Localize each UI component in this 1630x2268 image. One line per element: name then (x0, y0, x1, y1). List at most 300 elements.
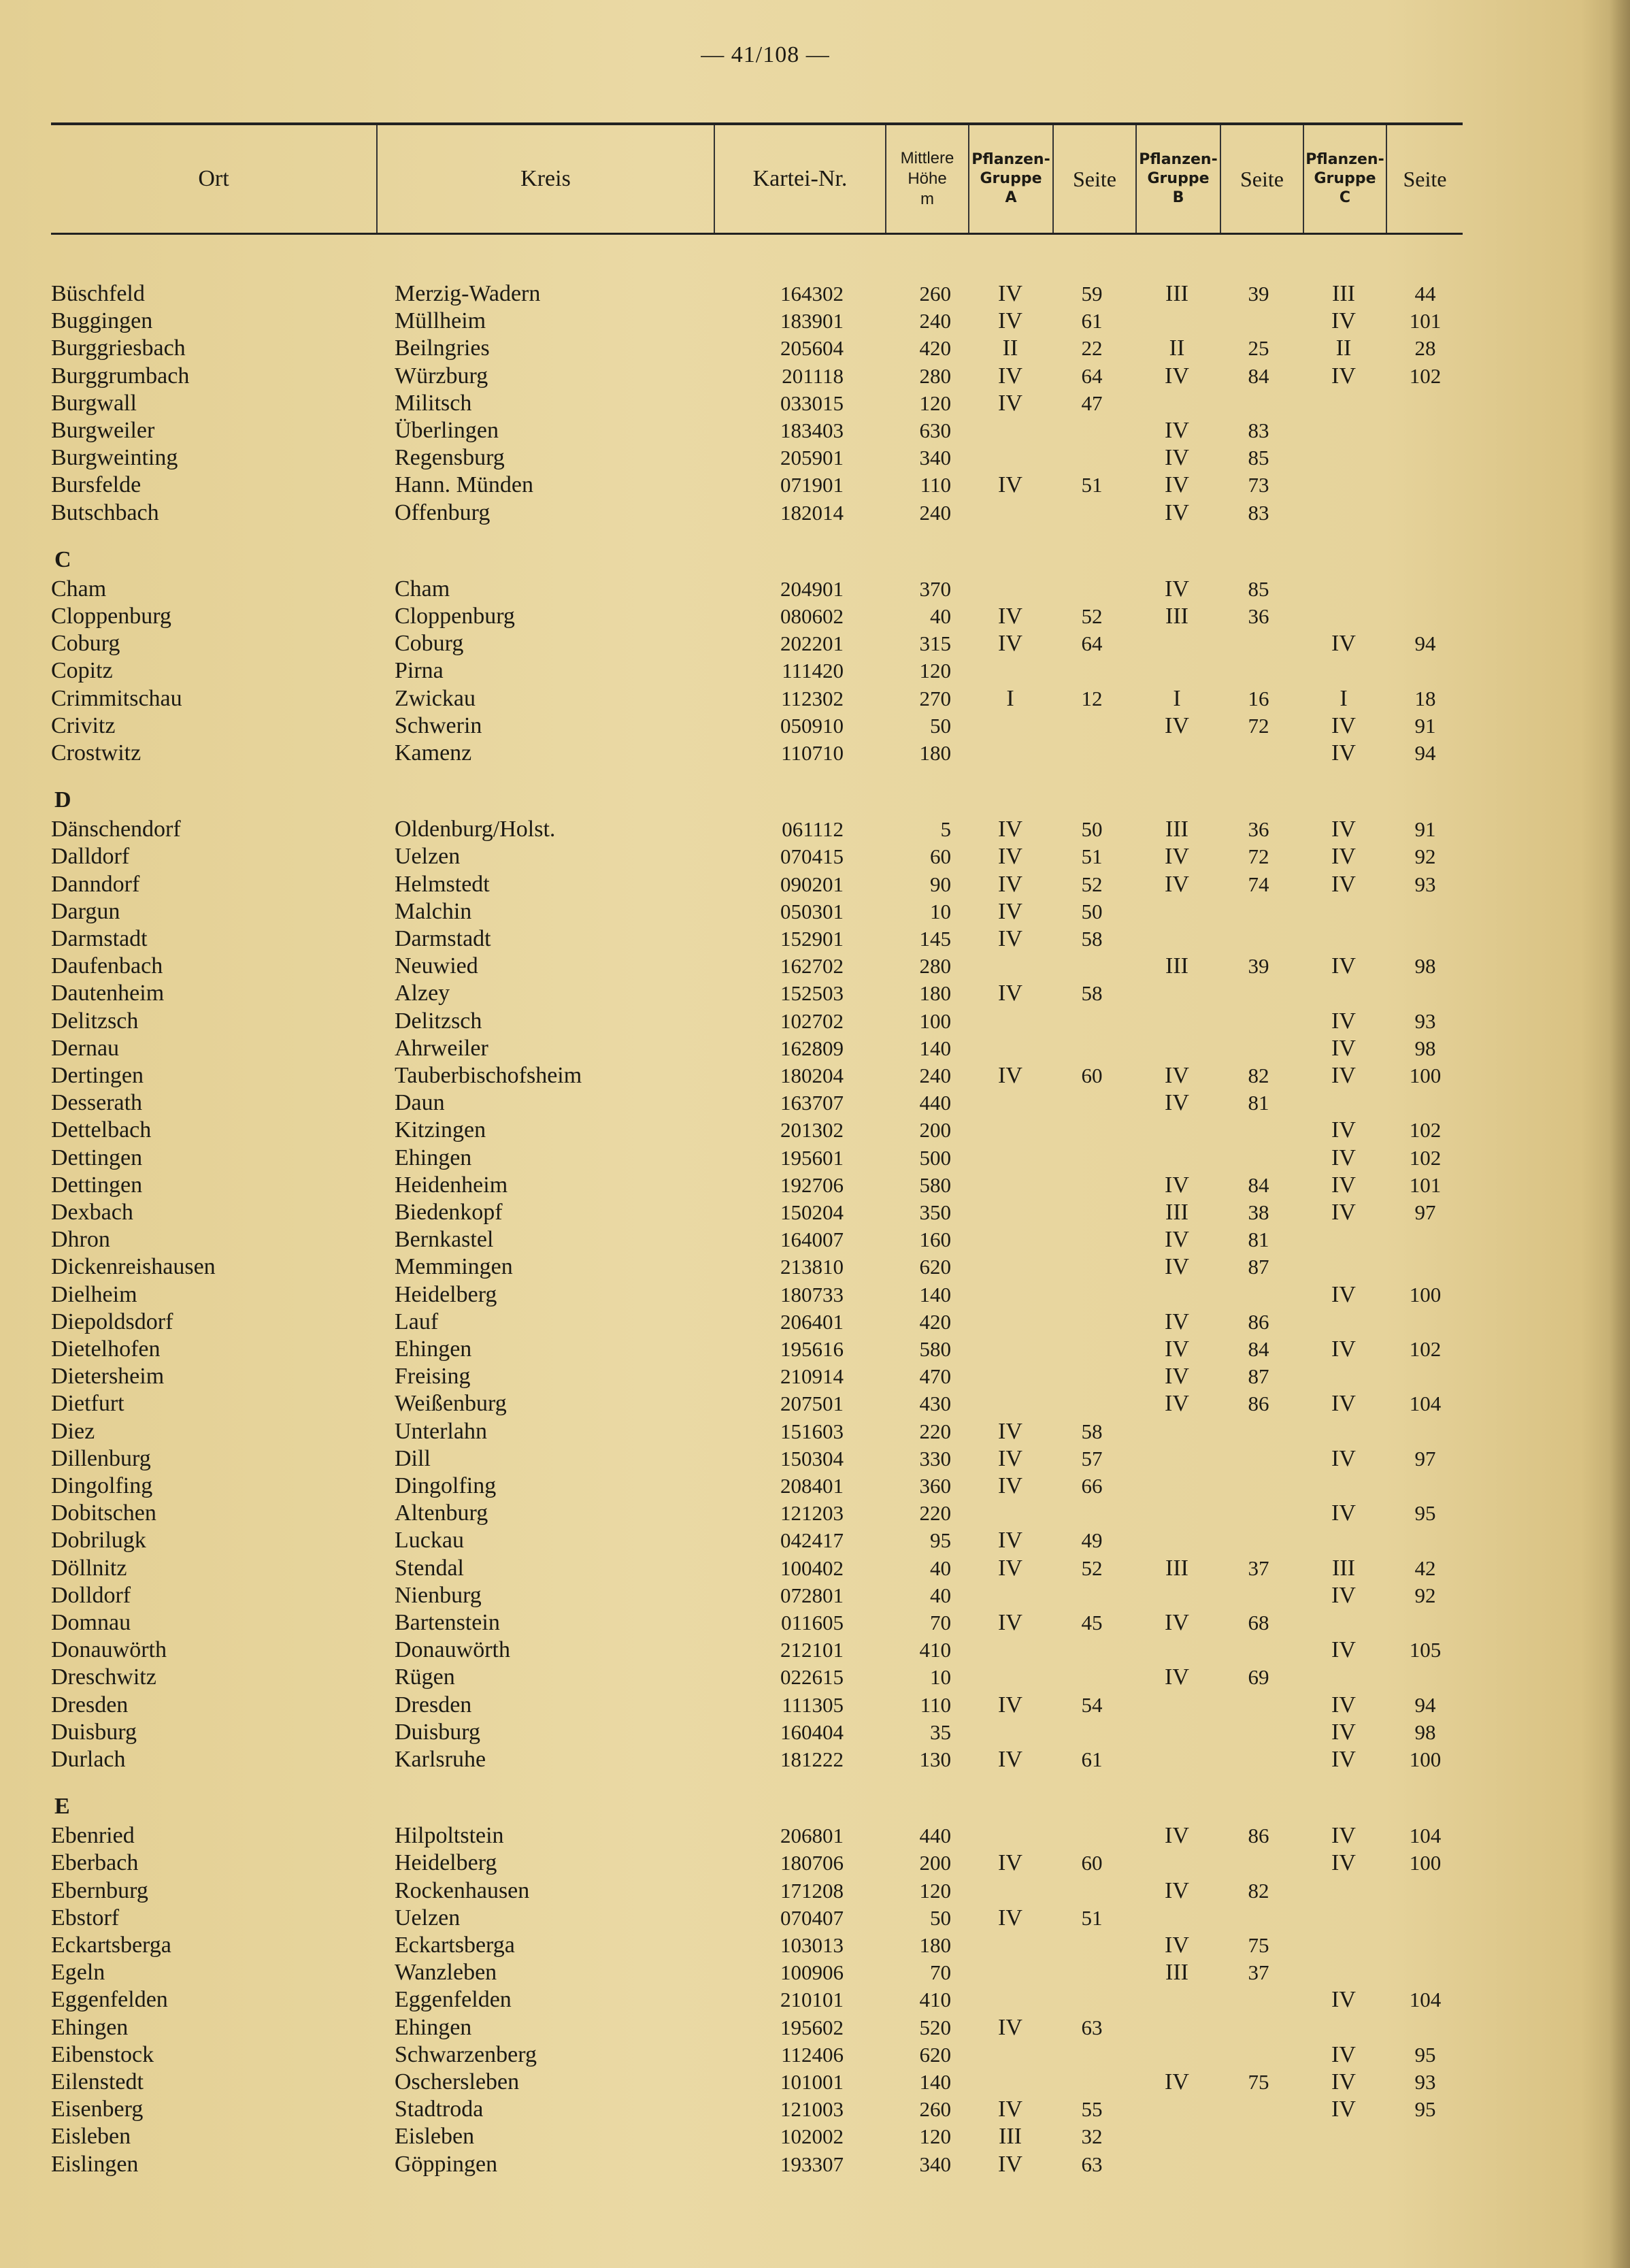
table-row (0, 417, 1630, 444)
table-row (0, 390, 1630, 417)
cell-kreis: Hilpoltstein (395, 1823, 504, 1849)
cell-seite-b: 72 (1248, 844, 1269, 869)
cell-gruppe-b: III (1165, 1960, 1188, 1986)
cell-gruppe-c: IV (1331, 1336, 1356, 1362)
cell-kreis: Uelzen (395, 844, 461, 870)
cell-seite-b: 86 (1248, 1824, 1269, 1848)
cell-kreis: Ehingen (395, 2014, 472, 2040)
cell-hoehe: 120 (919, 659, 951, 683)
cell-ort: Eilenstedt (51, 2069, 144, 2094)
cell-ort: Darmstadt (51, 926, 148, 951)
table-row (0, 1555, 1630, 1582)
cell-kreis: Hann. Münden (395, 472, 533, 498)
cell-ort: Eibenstock (51, 2041, 154, 2067)
cell-ort: Diez (51, 1418, 95, 1444)
cell-kartei-nr: 110710 (781, 741, 844, 765)
cell-seite-b: 39 (1248, 954, 1269, 979)
cell-hoehe: 340 (919, 2152, 951, 2176)
table-row (0, 843, 1630, 870)
cell-gruppe-c: IV (1331, 1637, 1356, 1663)
table-row (0, 603, 1630, 630)
cell-kreis: Schwerin (395, 712, 482, 738)
cell-hoehe: 240 (919, 309, 951, 333)
cell-gruppe-a: IV (998, 631, 1022, 657)
cell-hoehe: 410 (919, 1988, 951, 2012)
cell-kreis: Tauberbischofsheim (395, 1063, 582, 1088)
cell-kartei-nr: 050301 (780, 899, 844, 923)
cell-gruppe-a: IV (998, 898, 1022, 924)
cell-ort: Donauwörth (51, 1637, 167, 1663)
cell-seite-a: 51 (1081, 844, 1103, 869)
table-row (0, 1418, 1630, 1445)
cell-hoehe: 630 (919, 418, 951, 442)
cell-seite-c: 93 (1414, 872, 1436, 896)
cell-gruppe-b: I (1173, 685, 1181, 711)
cell-gruppe-b: III (1165, 281, 1188, 306)
cell-hoehe: 110 (920, 473, 951, 497)
cell-gruppe-c: IV (1331, 1063, 1356, 1088)
cell-seite-b: 68 (1248, 1611, 1269, 1634)
cell-seite-c: 97 (1414, 1446, 1436, 1470)
cell-seite-b: 73 (1248, 473, 1269, 497)
cell-kreis: Malchin (395, 898, 472, 924)
cell-hoehe: 260 (919, 282, 951, 306)
cell-hoehe: 130 (919, 1747, 951, 1771)
cell-gruppe-c: IV (1331, 1850, 1356, 1876)
cell-seite-c: 95 (1414, 2042, 1436, 2067)
cell-ort: Dreschwitz (51, 1664, 156, 1690)
cell-seite-c: 104 (1409, 1824, 1442, 1848)
cell-ort: Dietfurt (51, 1391, 124, 1417)
cell-kreis: Oldenburg/Holst. (395, 817, 556, 842)
cell-seite-b: 86 (1248, 1309, 1269, 1334)
cell-seite-b: 39 (1248, 282, 1269, 306)
cell-ort: Daufenbach (51, 953, 163, 979)
cell-seite-c: 98 (1414, 954, 1436, 979)
cell-gruppe-a: IV (998, 472, 1022, 498)
cell-hoehe: 620 (919, 1255, 951, 1279)
cell-hoehe: 470 (919, 1364, 951, 1389)
cell-seite-b: 84 (1248, 1172, 1269, 1197)
table-row (0, 1008, 1630, 1035)
cell-gruppe-c: IV (1331, 1823, 1356, 1849)
table-row (0, 953, 1630, 980)
cell-kartei-nr: 204901 (780, 576, 844, 601)
table-row (0, 2151, 1630, 2178)
cell-hoehe: 370 (919, 576, 951, 601)
cell-gruppe-b: II (1169, 335, 1185, 361)
cell-seite-c: 105 (1409, 1638, 1442, 1662)
cell-seite-a: 57 (1081, 1446, 1103, 1470)
cell-gruppe-c: IV (1331, 363, 1356, 389)
cell-seite-b: 81 (1248, 1091, 1269, 1115)
cell-seite-b: 82 (1248, 1878, 1269, 1903)
cell-ort: Dargun (51, 898, 120, 924)
cell-gruppe-b: IV (1165, 472, 1189, 498)
cell-hoehe: 35 (930, 1720, 951, 1744)
cell-gruppe-a: I (1006, 685, 1014, 711)
cell-ort: Egeln (51, 1960, 105, 1986)
cell-ort: Dolldorf (51, 1582, 131, 1608)
cell-gruppe-b: IV (1165, 1063, 1189, 1088)
cell-seite-a: 49 (1081, 1528, 1103, 1553)
cell-kreis: Cloppenburg (395, 604, 515, 629)
cell-seite-b: 16 (1248, 686, 1269, 710)
cell-kreis: Delitzsch (395, 1008, 482, 1034)
table-header-bottom-rule (51, 233, 1463, 235)
cell-kreis: Göppingen (395, 2151, 498, 2177)
table-row (0, 1582, 1630, 1609)
cell-kreis: Dill (395, 1445, 431, 1471)
cell-ort: Dobrilugk (51, 1528, 146, 1554)
cell-seite-b: 72 (1248, 713, 1269, 738)
cell-seite-a: 66 (1081, 1474, 1103, 1498)
cell-ort: Eberbach (51, 1850, 139, 1876)
cell-kreis: Coburg (395, 631, 464, 657)
cell-seite-c: 100 (1409, 1064, 1442, 1087)
cell-kreis: Duisburg (395, 1719, 480, 1745)
table-row (0, 2069, 1630, 2096)
cell-gruppe-a: II (1002, 335, 1018, 361)
cell-gruppe-c: IV (1331, 1391, 1356, 1417)
cell-ort: Burgwall (51, 390, 137, 416)
cell-seite-b: 38 (1248, 1200, 1269, 1224)
cell-seite-b: 86 (1248, 1392, 1269, 1416)
cell-gruppe-c: IV (1331, 1117, 1356, 1143)
cell-kartei-nr: 201302 (780, 1118, 844, 1143)
cell-gruppe-b: IV (1165, 1336, 1189, 1362)
cell-gruppe-c: IV (1331, 1692, 1356, 1718)
section-letter: E (54, 1794, 70, 1820)
cell-kartei-nr: 070415 (780, 844, 844, 869)
cell-kreis: Freising (395, 1364, 471, 1390)
cell-gruppe-b: IV (1165, 1254, 1189, 1280)
cell-ort: Desserath (51, 1090, 143, 1116)
cell-gruppe-b: IV (1165, 871, 1189, 897)
table-row (0, 740, 1630, 767)
cell-ort: Dobitschen (51, 1500, 156, 1526)
cell-kreis: Zwickau (395, 685, 476, 711)
table-row (0, 2041, 1630, 2069)
cell-gruppe-b: III (1165, 1200, 1188, 1225)
cell-hoehe: 110 (920, 1692, 951, 1717)
cell-hoehe: 60 (930, 844, 951, 869)
cell-seite-b: 37 (1248, 1960, 1269, 1985)
cell-kartei-nr: 205604 (780, 336, 844, 361)
cell-gruppe-b: IV (1165, 576, 1189, 602)
cell-kreis: Helmstedt (395, 871, 490, 897)
cell-hoehe: 220 (919, 1419, 951, 1443)
cell-ort: Danndorf (51, 871, 140, 897)
cell-seite-c: 101 (1409, 1172, 1442, 1197)
cell-hoehe: 240 (919, 1064, 951, 1087)
cell-hoehe: 95 (930, 1528, 951, 1553)
cell-seite-a: 50 (1081, 817, 1103, 842)
cell-hoehe: 200 (919, 1118, 951, 1143)
cell-kreis: Rockenhausen (395, 1877, 530, 1903)
cell-gruppe-a: IV (998, 817, 1022, 842)
cell-seite-c: 18 (1414, 686, 1436, 710)
cell-kreis: Offenburg (395, 499, 490, 525)
cell-gruppe-b: IV (1165, 1933, 1189, 1958)
cell-hoehe: 580 (919, 1172, 951, 1197)
cell-kartei-nr: 071901 (780, 473, 844, 497)
cell-ort: Dresden (51, 1692, 129, 1718)
cell-gruppe-b: III (1165, 604, 1188, 629)
cell-ort: Dautenheim (51, 981, 165, 1006)
cell-gruppe-a: IV (998, 871, 1022, 897)
cell-gruppe-c: IV (1331, 2097, 1356, 2122)
cell-gruppe-b: III (1165, 817, 1188, 842)
cell-seite-b: 81 (1248, 1228, 1269, 1252)
cell-seite-a: 22 (1081, 336, 1103, 361)
cell-kreis: Eckartsberga (395, 1933, 515, 1958)
cell-gruppe-b: IV (1165, 844, 1189, 870)
cell-kreis: Beilngries (395, 335, 490, 361)
cell-ort: Dettelbach (51, 1117, 152, 1143)
cell-kreis: Memmingen (395, 1254, 513, 1280)
cell-ort: Ebenried (51, 1823, 135, 1849)
page-number: — 41/108 — (701, 42, 830, 67)
cell-gruppe-a: IV (998, 1555, 1022, 1581)
cell-kreis: Dresden (395, 1692, 472, 1718)
cell-kartei-nr: 011605 (781, 1611, 844, 1634)
cell-hoehe: 440 (919, 1824, 951, 1848)
cell-seite-a: 55 (1081, 2097, 1103, 2122)
cell-seite-a: 60 (1081, 1064, 1103, 1087)
cell-hoehe: 140 (919, 1036, 951, 1060)
cell-hoehe: 90 (930, 872, 951, 896)
table-row (0, 1089, 1630, 1117)
cell-gruppe-b: IV (1165, 418, 1189, 443)
table-row (0, 1390, 1630, 1417)
cell-kartei-nr: 150304 (780, 1446, 844, 1470)
cell-ort: Dalldorf (51, 844, 130, 870)
cell-kreis: Daun (395, 1090, 445, 1116)
cell-seite-c: 100 (1409, 1747, 1442, 1771)
cell-gruppe-c: IV (1331, 817, 1356, 842)
cell-kreis: Stadtroda (395, 2097, 484, 2122)
cell-hoehe: 420 (919, 336, 951, 361)
cell-hoehe: 220 (919, 1501, 951, 1526)
cell-hoehe: 200 (919, 1851, 951, 1875)
cell-seite-b: 69 (1248, 1665, 1269, 1690)
cell-gruppe-a: IV (998, 926, 1022, 951)
cell-kreis: Müllheim (395, 308, 486, 334)
cell-ort: Butschbach (51, 499, 159, 525)
cell-ort: Bursfelde (51, 472, 142, 498)
cell-hoehe: 340 (919, 446, 951, 470)
cell-hoehe: 260 (919, 2097, 951, 2122)
cell-seite-b: 74 (1248, 872, 1269, 896)
cell-seite-b: 25 (1248, 336, 1269, 361)
cell-ort: Dernau (51, 1035, 120, 1061)
cell-seite-b: 36 (1248, 817, 1269, 842)
cell-ort: Dietersheim (51, 1364, 165, 1390)
cell-gruppe-b: IV (1165, 1391, 1189, 1417)
cell-hoehe: 240 (919, 500, 951, 525)
cell-hoehe: 180 (919, 981, 951, 1006)
cell-kreis: Kitzingen (395, 1117, 486, 1143)
cell-gruppe-a: IV (998, 844, 1022, 870)
table-row (0, 1500, 1630, 1527)
cell-ort: Dhron (51, 1227, 110, 1253)
cell-seite-c: 102 (1409, 1337, 1442, 1361)
cell-kartei-nr: 195601 (780, 1145, 844, 1170)
cell-gruppe-c: IV (1331, 1008, 1356, 1034)
table-row (0, 472, 1630, 499)
cell-kreis: Schwarzenberg (395, 2041, 537, 2067)
cell-hoehe: 620 (919, 2042, 951, 2067)
cell-seite-b: 75 (1248, 1933, 1269, 1957)
cell-seite-b: 75 (1248, 2070, 1269, 2094)
cell-gruppe-a: III (999, 2124, 1022, 2150)
cell-gruppe-b: III (1165, 953, 1188, 979)
cell-kreis: Stendal (395, 1555, 464, 1581)
cell-kartei-nr: 210101 (780, 1988, 844, 2012)
cell-gruppe-a: IV (998, 1473, 1022, 1498)
cell-seite-c: 94 (1414, 741, 1436, 765)
cell-seite-c: 104 (1409, 1988, 1442, 2012)
cell-seite-a: 52 (1081, 1556, 1103, 1580)
cell-ort: Crostwitz (51, 740, 142, 766)
table-row (0, 2096, 1630, 2123)
cell-seite-b: 84 (1248, 363, 1269, 388)
cell-gruppe-c: IV (1331, 1500, 1356, 1526)
cell-gruppe-c: IV (1331, 308, 1356, 334)
cell-seite-a: 47 (1081, 391, 1103, 415)
cell-seite-c: 94 (1414, 1692, 1436, 1717)
cell-kartei-nr: 022615 (780, 1665, 844, 1690)
cell-ort: Eisenberg (51, 2097, 144, 2122)
cell-seite-c: 102 (1409, 1145, 1442, 1170)
cell-kartei-nr: 206801 (780, 1824, 844, 1848)
cell-gruppe-b: IV (1165, 363, 1189, 389)
table-row (0, 1850, 1630, 1877)
cell-kreis: Nienburg (395, 1582, 482, 1608)
cell-gruppe-b: IV (1165, 1227, 1189, 1253)
cell-gruppe-c: IV (1331, 1145, 1356, 1170)
cell-seite-a: 61 (1081, 309, 1103, 333)
cell-kartei-nr: 182014 (780, 500, 844, 525)
table-row (0, 980, 1630, 1007)
cell-kartei-nr: 042417 (780, 1528, 844, 1553)
header-ort: Ort (198, 166, 229, 191)
table-row (0, 1336, 1630, 1363)
table-row (0, 1226, 1630, 1253)
cell-ort: Domnau (51, 1610, 131, 1635)
cell-seite-b: 87 (1248, 1364, 1269, 1389)
cell-kartei-nr: 210914 (780, 1364, 844, 1389)
cell-kartei-nr: 195602 (780, 2015, 844, 2039)
cell-seite-b: 36 (1248, 604, 1269, 628)
table-row (0, 657, 1630, 685)
cell-ort: Dänschendorf (51, 817, 181, 842)
cell-gruppe-c: IV (1331, 1445, 1356, 1471)
cell-seite-a: 64 (1081, 631, 1103, 656)
cell-gruppe-b: IV (1165, 1364, 1189, 1390)
cell-kreis: Weißenburg (395, 1391, 507, 1417)
cell-kartei-nr: 150204 (780, 1200, 844, 1224)
cell-gruppe-c: III (1332, 281, 1355, 306)
table-row (0, 2014, 1630, 2041)
cell-hoehe: 145 (919, 927, 951, 951)
cell-gruppe-b: IV (1165, 1823, 1189, 1849)
table-row (0, 1609, 1630, 1637)
cell-kartei-nr: 160404 (780, 1720, 844, 1744)
cell-ort: Ebstorf (51, 1905, 120, 1930)
cell-seite-a: 64 (1081, 363, 1103, 388)
cell-hoehe: 315 (919, 631, 951, 656)
cell-ort: Coburg (51, 631, 120, 657)
cell-ort: Durlach (51, 1747, 126, 1772)
cell-kreis: Rügen (395, 1664, 455, 1690)
cell-kreis: Eggenfelden (395, 1987, 512, 2013)
cell-kreis: Eisleben (395, 2124, 475, 2150)
cell-seite-b: 83 (1248, 418, 1269, 442)
cell-ort: Ehingen (51, 2014, 129, 2040)
table-row (0, 1363, 1630, 1390)
cell-kartei-nr: 102702 (780, 1008, 844, 1033)
cell-hoehe: 100 (919, 1008, 951, 1033)
cell-gruppe-a: IV (998, 1610, 1022, 1635)
cell-kartei-nr: 164302 (780, 282, 844, 306)
cell-kartei-nr: 090201 (780, 872, 844, 896)
table-row (0, 1473, 1630, 1500)
cell-kartei-nr: 102002 (780, 2124, 844, 2149)
cell-kreis: Oschersleben (395, 2069, 520, 2094)
cell-kartei-nr: 121203 (780, 1501, 844, 1526)
cell-ort: Delitzsch (51, 1008, 139, 1034)
header-kartei: Kartei-Nr. (752, 166, 848, 191)
cell-gruppe-a: IV (998, 363, 1022, 389)
cell-seite-c: 98 (1414, 1036, 1436, 1060)
cell-seite-c: 98 (1414, 1720, 1436, 1744)
cell-ort: Dexbach (51, 1200, 133, 1225)
cell-kreis: Dingolfing (395, 1473, 497, 1498)
cell-seite-a: 58 (1081, 1419, 1103, 1443)
cell-seite-b: 85 (1248, 446, 1269, 470)
cell-seite-a: 45 (1081, 1611, 1103, 1634)
cell-kreis: Wanzleben (395, 1960, 497, 1986)
cell-kartei-nr: 103013 (780, 1933, 844, 1957)
cell-hoehe: 120 (919, 391, 951, 415)
cell-hoehe: 5 (940, 817, 951, 842)
cell-gruppe-b: IV (1165, 2069, 1189, 2094)
cell-kartei-nr: 183403 (780, 418, 844, 442)
cell-gruppe-a: IV (998, 1692, 1022, 1718)
cell-ort: Duisburg (51, 1719, 137, 1745)
cell-kreis: Würzburg (395, 363, 488, 389)
cell-kartei-nr: 152901 (780, 927, 844, 951)
cell-seite-c: 92 (1414, 1583, 1436, 1607)
table-row (0, 1527, 1630, 1554)
cell-kreis: Regensburg (395, 445, 505, 471)
cell-hoehe: 40 (930, 604, 951, 628)
cell-ort: Ebernburg (51, 1877, 148, 1903)
cell-kreis: Altenburg (395, 1500, 488, 1526)
table-row (0, 871, 1630, 898)
cell-seite-a: 51 (1081, 1905, 1103, 1930)
cell-kartei-nr: 112406 (781, 2042, 844, 2067)
cell-ort: Dietelhofen (51, 1336, 161, 1362)
cell-kartei-nr: 072801 (780, 1583, 844, 1607)
cell-hoehe: 580 (919, 1337, 951, 1361)
cell-gruppe-a: IV (998, 2151, 1022, 2177)
cell-seite-c: 91 (1414, 713, 1436, 738)
cell-seite-a: 12 (1081, 686, 1103, 710)
cell-hoehe: 120 (919, 2124, 951, 2149)
